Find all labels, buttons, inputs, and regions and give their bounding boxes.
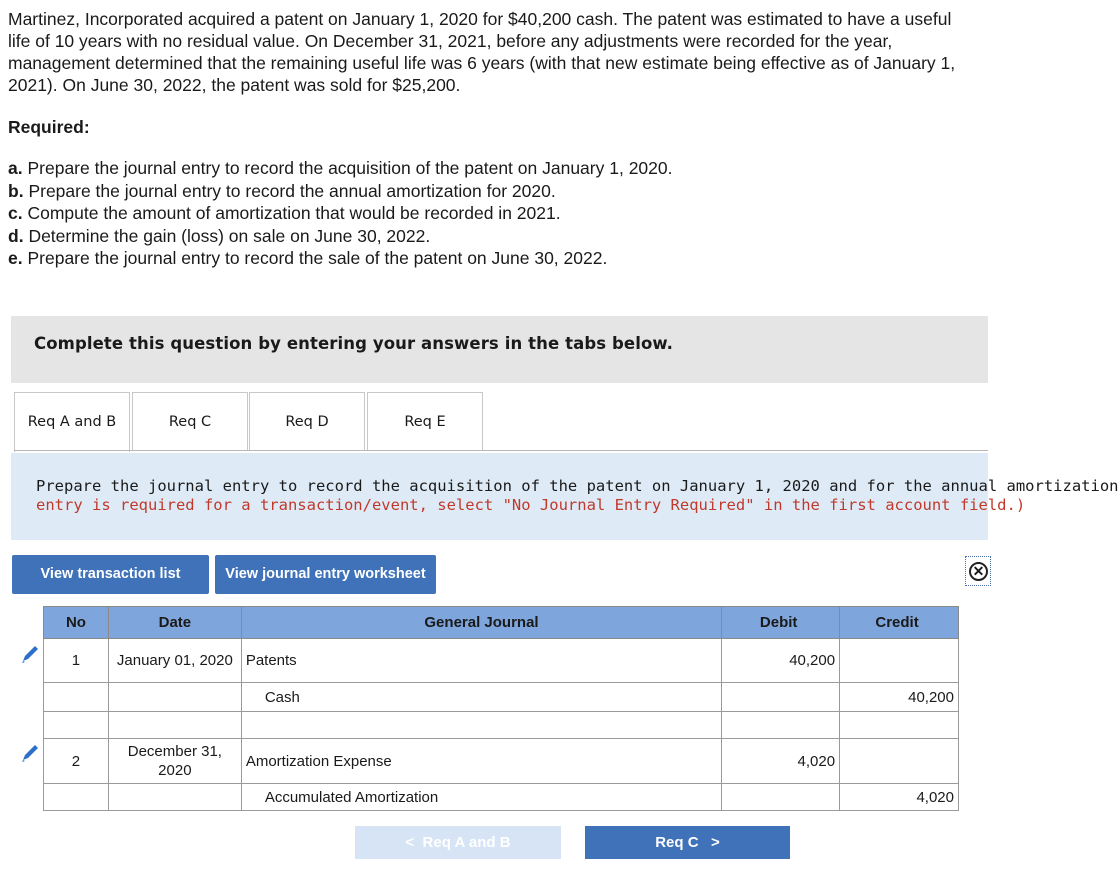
empty-cell xyxy=(44,712,109,739)
requirement-text: Prepare the journal entry to record the sale of the patent on June 30, 2022. xyxy=(27,248,608,269)
edit-pencil-icon[interactable] xyxy=(17,642,43,668)
table-row xyxy=(44,784,959,811)
requirement-letter: e. xyxy=(8,248,23,269)
requirement-letter: c. xyxy=(8,203,23,224)
tab-req-a-and-b[interactable]: Req A and B xyxy=(14,392,130,452)
entry-number-empty xyxy=(44,784,109,811)
journal-header-row xyxy=(44,607,959,639)
debit-amount-empty xyxy=(722,683,840,712)
tab-divider xyxy=(14,450,988,451)
instruction-line-1: Prepare the journal entry to record the acquisition of the patent on January 1, 2020 and for the annual amortization xyxy=(36,477,1119,495)
col-credit-header: Credit xyxy=(840,607,959,639)
col-no-header: No xyxy=(44,607,109,639)
debit-amount-empty xyxy=(722,784,840,811)
col-date-header: Date xyxy=(108,607,241,639)
required-label: Required: xyxy=(8,117,90,137)
empty-cell xyxy=(722,712,840,739)
col-general-journal-header: General Journal xyxy=(241,607,721,639)
chevron-right-icon: > xyxy=(698,834,720,851)
entry-number-empty xyxy=(44,683,109,712)
next-tab-label: Req C xyxy=(655,834,699,851)
credit-amount-empty xyxy=(840,639,959,683)
table-row xyxy=(44,739,959,784)
empty-cell xyxy=(108,712,241,739)
clear-entries-button[interactable] xyxy=(965,556,991,586)
problem-statement: Martinez, Incorporated acquired a patent on January 1, 2020 for $40,200 cash. The patent was estimated to have a useful life of 10 years with no residual value. On December 31, 2021, before any adjustments were recorded for the year, management determined that the remaining useful life was 6 years (with that new estimate being effective as of January 1, 2021). On June 30, 2022, the patent was sold for $25,200. xyxy=(8,9,956,95)
table-row xyxy=(44,683,959,712)
entry-date xyxy=(108,739,241,784)
debit-amount: 4,020 xyxy=(722,739,840,784)
entry-date: January 01, 2020 xyxy=(108,639,241,683)
view-journal-entry-worksheet-button[interactable]: View journal entry worksheet xyxy=(215,555,436,594)
requirement-letter: b. xyxy=(8,180,24,201)
tab-req-d[interactable]: Req D xyxy=(249,392,365,451)
tab-req-e[interactable]: Req E xyxy=(367,392,483,451)
requirements-list xyxy=(8,157,672,270)
entry-date-line-1: December 31, xyxy=(127,743,222,760)
debit-account: Patents xyxy=(241,639,721,683)
view-transaction-list-button[interactable]: View transaction list xyxy=(12,555,209,594)
requirement-text: Determine the gain (loss) on sale on June 30, 2022. xyxy=(28,225,431,246)
close-circle-icon: ✕ xyxy=(969,562,988,581)
instruction-line-2: entry is required for a transaction/event, select "No Journal Entry Required" in the first account field.) xyxy=(36,496,1026,514)
requirement-text: Compute the amount of amortization that would be recorded in 2021. xyxy=(27,203,561,224)
banner-text: Complete this question by entering your answers in the tabs below. xyxy=(34,334,674,353)
credit-account: Accumulated Amortization xyxy=(241,784,721,811)
requirement-a xyxy=(8,157,672,180)
prev-tab-button[interactable] xyxy=(355,826,561,859)
credit-amount: 40,200 xyxy=(840,683,959,712)
requirement-letter: d. xyxy=(8,225,24,246)
tab-instructions xyxy=(11,453,1119,540)
next-tab-button[interactable] xyxy=(585,826,790,859)
col-debit-header: Debit xyxy=(722,607,840,639)
entry-number: 2 xyxy=(44,739,109,784)
debit-amount: 40,200 xyxy=(722,639,840,683)
table-row xyxy=(44,639,959,683)
empty-cell xyxy=(241,712,721,739)
entry-date-empty xyxy=(108,784,241,811)
debit-account: Amortization Expense xyxy=(241,739,721,784)
table-row xyxy=(44,712,959,739)
credit-amount-empty xyxy=(840,739,959,784)
entry-date-empty xyxy=(108,683,241,712)
general-journal-table xyxy=(43,606,959,811)
entry-number: 1 xyxy=(44,639,109,683)
requirement-text: Prepare the journal entry to record the acquisition of the patent on January 1, 2020. xyxy=(27,158,673,178)
chevron-left-icon: < xyxy=(405,834,423,851)
prev-tab-label: Req A and B xyxy=(422,834,511,851)
tab-req-c[interactable]: Req C xyxy=(132,392,248,451)
entry-date-line-2: 2020 xyxy=(158,762,192,779)
requirement-e xyxy=(8,247,672,270)
requirement-b xyxy=(8,180,672,203)
empty-cell xyxy=(840,712,959,739)
requirement-letter: a. xyxy=(8,158,23,178)
requirement-text: Prepare the journal entry to record the annual amortization for 2020. xyxy=(28,180,556,201)
edit-pencil-icon[interactable] xyxy=(17,741,43,767)
requirement-c xyxy=(8,202,672,225)
credit-amount: 4,020 xyxy=(840,784,959,811)
requirement-d xyxy=(8,225,672,248)
credit-account: Cash xyxy=(241,683,721,712)
instructions-banner xyxy=(11,316,988,383)
